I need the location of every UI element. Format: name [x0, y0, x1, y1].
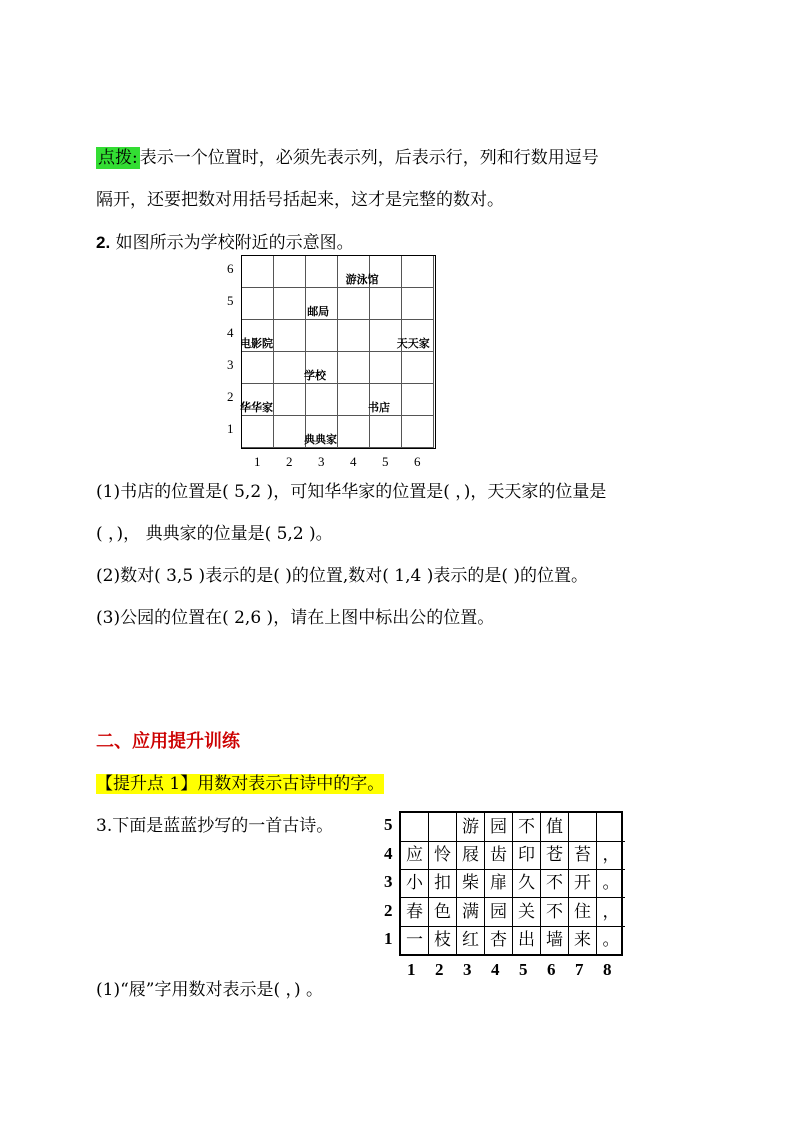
tip-text-1: 表示一个位置时，必须先表示列，后表示行，列和行数用逗号 — [139, 148, 599, 168]
poem-cell — [569, 813, 597, 842]
poem-cell: 园 — [485, 898, 513, 927]
map-cell — [338, 416, 370, 448]
map-col-label: 1 — [254, 454, 261, 469]
poem-cell: 住 — [569, 898, 597, 927]
poem-cell: 小 — [401, 869, 429, 898]
poem-cell: 不 — [541, 898, 569, 927]
q2-part1-b: ( ，)， 典典家的位量是( 5,2 )。 — [96, 524, 333, 544]
poem-cell: 。 — [602, 929, 620, 950]
poem-cell: 值 — [541, 813, 569, 842]
q2-part2: (2)数对( 3,5 )表示的是( )的位置,数对( 1,4 )表示的是( )的位置。 — [96, 566, 589, 586]
poem-col-label: 5 — [519, 960, 528, 979]
poem-cell: 出 — [513, 926, 541, 955]
poem-grid — [399, 811, 623, 956]
map-place-label: 华华家 — [240, 401, 273, 414]
map-row-label: 4 — [227, 325, 234, 340]
map-cell — [402, 256, 434, 288]
poem-cell: 杏 — [485, 926, 513, 955]
point-label: 【提升点 1】用数对表示古诗中的字。 — [96, 774, 385, 794]
map-cell — [274, 320, 306, 352]
map-cell — [242, 352, 274, 384]
q2-part3: (3)公园的位置在( 2,6 )，请在上图中标出公的位置。 — [96, 608, 495, 628]
poem-cell — [429, 813, 457, 842]
tip-line-1 — [96, 143, 599, 168]
poem-cell: 来 — [569, 926, 597, 955]
map-col-label: 4 — [350, 454, 357, 469]
map-cell — [370, 352, 402, 384]
poem-row-label: 2 — [384, 900, 393, 920]
poem-cell: ， — [597, 841, 625, 870]
poem-col-label: 2 — [435, 960, 444, 979]
poem-cell: 一 — [401, 926, 429, 955]
poem-cell — [401, 813, 429, 842]
map-cell — [242, 288, 274, 320]
q2-number: 2. — [96, 233, 111, 252]
poem-row-label: 3 — [384, 872, 393, 891]
poem-cell: 不 — [513, 813, 541, 842]
poem-col-label: 4 — [491, 960, 500, 979]
map-cell — [370, 416, 402, 448]
map-cell — [274, 256, 306, 288]
map-cell — [274, 384, 306, 416]
map-col-label: 5 — [382, 454, 389, 469]
q2-title: 如图所示为学校附近的示意图。 — [115, 233, 354, 253]
tip-tag: 点拨: — [98, 148, 138, 168]
map-cell — [306, 256, 338, 288]
poem-cell: 柴 — [457, 869, 485, 898]
map-place-label: 书店 — [368, 401, 390, 414]
q2-title-line — [96, 228, 354, 253]
map-row-label: 5 — [227, 293, 234, 308]
poem-cell: 游 — [457, 813, 485, 842]
poem-cell: 不 — [541, 869, 569, 898]
poem-cell — [597, 813, 625, 842]
map-cell — [274, 288, 306, 320]
poem-cell: 久 — [513, 869, 541, 898]
map-col-label: 3 — [318, 454, 325, 469]
poem-cell: ， — [597, 898, 625, 927]
poem-cell: 。 — [597, 869, 625, 898]
school-map-grid — [241, 255, 436, 449]
map-place-label: 电影院 — [240, 337, 273, 350]
tip-text-2: 隔开，还要把数对用括号括起来，这才是完整的数对。 — [96, 190, 504, 210]
map-cell — [242, 256, 274, 288]
poem-row-label: 1 — [384, 929, 393, 948]
point-line — [96, 769, 384, 794]
map-row-label: 6 — [227, 261, 234, 276]
map-cell — [338, 352, 370, 384]
q2-part1-a: (1)书店的位置是( 5,2 )，可知华华家的位置是( ，)，天天家的位量是 — [96, 482, 607, 502]
poem-cell: 园 — [485, 813, 513, 842]
poem-col-label: 1 — [407, 960, 416, 979]
map-cell — [338, 320, 370, 352]
map-cell — [274, 416, 306, 448]
poem-col-label: 6 — [547, 960, 556, 979]
map-place-label: 邮局 — [307, 305, 330, 318]
map-row-label: 3 — [227, 357, 234, 372]
poem-col-label: 3 — [463, 960, 472, 979]
map-cell — [306, 320, 338, 352]
poem-cell: 扉 — [485, 869, 513, 898]
poem-cell: 怜 — [429, 841, 457, 870]
poem-cell: 齿 — [485, 841, 513, 870]
poem-cell: 扣 — [429, 869, 457, 898]
poem-cell: 开 — [569, 869, 597, 898]
poem-cell: 满 — [457, 898, 485, 927]
map-cell — [274, 352, 306, 384]
poem-cell: 应 — [401, 841, 429, 870]
map-cell — [338, 384, 370, 416]
map-cell — [402, 288, 434, 320]
poem-cell: 枝 — [429, 926, 457, 955]
map-cell — [370, 288, 402, 320]
map-row-label: 1 — [227, 421, 234, 436]
poem-cell: 苔 — [569, 841, 597, 870]
q3-part1: (1)“屐”字用数对表示是( ，) 。 — [96, 980, 324, 1000]
poem-cell: 印 — [513, 841, 541, 870]
poem-cell: 关 — [513, 898, 541, 927]
map-place-label: 天天家 — [396, 337, 430, 350]
poem-row-label: 5 — [384, 815, 393, 834]
poem-col-label: 8 — [603, 960, 612, 979]
poem-cell: 色 — [429, 898, 457, 927]
map-col-label: 2 — [286, 454, 293, 469]
map-cell — [402, 416, 434, 448]
poem-cell: 春 — [401, 898, 429, 927]
map-col-label: 6 — [414, 454, 421, 469]
poem-cell: 苍 — [541, 841, 569, 870]
map-cell — [402, 352, 434, 384]
section-title: 二、应用提升训练 — [96, 731, 240, 752]
poem-row-label: 4 — [384, 843, 393, 863]
map-cell — [338, 288, 370, 320]
poem-cell: 红 — [457, 926, 485, 955]
map-cell — [402, 384, 434, 416]
map-place-label: 游泳馆 — [345, 273, 379, 286]
poem-cell: 屐 — [457, 841, 485, 870]
map-cell — [306, 384, 338, 416]
poem-cell: 墙 — [541, 926, 569, 955]
map-place-label: 典典家 — [304, 433, 337, 446]
poem-col-label: 7 — [575, 960, 584, 979]
q3-title: 3.下面是蓝蓝抄写的一首古诗。 — [96, 816, 334, 836]
map-cell — [242, 416, 274, 448]
map-place-label: 学校 — [304, 369, 326, 382]
map-row-label: 2 — [227, 389, 234, 404]
